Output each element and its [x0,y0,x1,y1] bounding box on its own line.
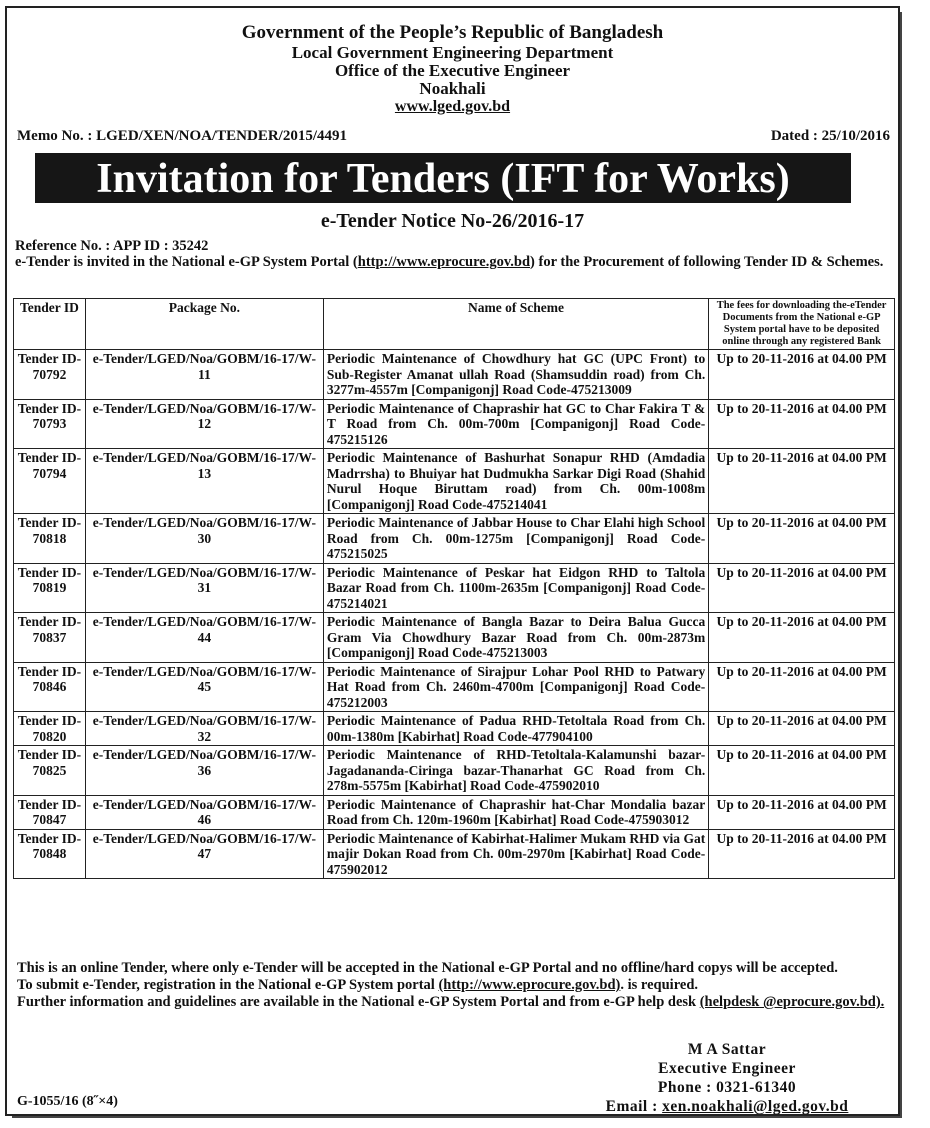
header-package: Package No. [85,299,323,350]
notice-number: e-Tender Notice No-26/2016-17 [320,210,585,232]
registration-note: To submit e-Tender, registration in the National e-GP System portal (http://www.eprocure.gov.bd). is required. [17,977,699,993]
package-cell: e-Tender/LGED/Noa/GOBM/16-17/W-44 [85,613,323,663]
reference-block [15,238,892,270]
table-row [14,399,895,449]
table-row [14,712,895,746]
deadline-cell: Up to 20-11-2016 at 04.00 PM [709,829,895,879]
website-link[interactable]: www.lged.gov.bd [394,98,511,115]
letterhead [7,22,898,116]
signature-block [567,1040,887,1116]
tender-id-cell: Tender ID-70794 [14,449,86,514]
package-cell: e-Tender/LGED/Noa/GOBM/16-17/W-12 [85,399,323,449]
deadline-cell: Up to 20-11-2016 at 04.00 PM [709,514,895,564]
office-name: Office of the Executive Engineer [334,61,571,80]
scheme-cell: Periodic Maintenance of Sirajpur Lohar Pool RHD to Patwary Hat Road from Ch. 2460m-4700m [Companigonj] Road Code-475212003 [323,662,708,712]
package-cell: e-Tender/LGED/Noa/GOBM/16-17/W-11 [85,350,323,400]
table-row [14,350,895,400]
table-row [14,563,895,613]
district-name: Noakhali [419,79,486,98]
memo-line [17,128,890,145]
table-row [14,449,895,514]
gazette-code: G-1055/16 (8˝×4) [17,1094,118,1109]
tender-id-cell: Tender ID-70793 [14,399,86,449]
signatory-email-line: Email : xen.noakhali@lged.gov.bd [605,1098,849,1115]
online-only-note: This is an online Tender, where only e-Tender will be accepted in the National e-GP Portal and no offline/hard copys will be accepted. [17,960,838,976]
package-cell: e-Tender/LGED/Noa/GOBM/16-17/W-30 [85,514,323,564]
govt-title: Government of the People’s Republic of Bangladesh [241,22,664,43]
memo-date: Dated : 25/10/2016 [770,128,890,144]
deadline-cell: Up to 20-11-2016 at 04.00 PM [709,563,895,613]
scheme-cell: Periodic Maintenance of RHD-Tetoltala-Kalamunshi bazar-Jagadananda-Ciringa bazar-Thanarhat GC Road from Ch. 278m-5575m [Kabirhat] Road Code-475902010 [323,746,708,796]
notice-banner: Invitation for Tenders (IFT for Works) [35,153,851,203]
portal-link[interactable]: http://www.eprocure.gov.bd [357,254,531,270]
scheme-cell: Periodic Maintenance of Chaprashir hat GC to Char Fakira T & T Road from Ch. 00m-700m [Companigonj] Road Code-475215126 [323,399,708,449]
package-cell: e-Tender/LGED/Noa/GOBM/16-17/W-13 [85,449,323,514]
package-cell: e-Tender/LGED/Noa/GOBM/16-17/W-32 [85,712,323,746]
tender-id-cell: Tender ID-70847 [14,795,86,829]
reference-number: Reference No. : APP ID : 35242 [15,238,209,254]
portal-link-footer[interactable]: (http://www.eprocure.gov.bd) [438,977,621,993]
department-name: Local Government Engineering Department [291,43,614,62]
package-cell: e-Tender/LGED/Noa/GOBM/16-17/W-45 [85,662,323,712]
footer-notes [17,960,890,1011]
deadline-cell: Up to 20-11-2016 at 04.00 PM [709,662,895,712]
deadline-cell: Up to 20-11-2016 at 04.00 PM [709,613,895,663]
scheme-cell: Periodic Maintenance of Chaprashir hat-Char Mondalia bazar Road from Ch. 120m-1960m [Kabirhat] Road Code-475903012 [323,795,708,829]
table-row [14,829,895,879]
scheme-cell: Periodic Maintenance of Jabbar House to Char Elahi high School Road from Ch. 00m-1275m [Companigonj] Road Code-475215025 [323,514,708,564]
tender-id-cell: Tender ID-70848 [14,829,86,879]
signatory-phone: Phone : 0321-61340 [657,1079,797,1096]
tender-notice-page [5,6,900,1116]
scheme-cell: Periodic Maintenance of Bashurhat Sonapur RHD (Amdadia Madrrsha) to Bhuiyar hat Dudmukha Sarkar Digi Road (Shahid Nurul Hoque Biruttam road) from Ch. 00m-1008m [Companigonj] Road Code-475214041 [323,449,708,514]
signatory-title: Executive Engineer [658,1060,796,1077]
tender-table [13,298,895,879]
tender-id-cell: Tender ID-70837 [14,613,86,663]
deadline-cell: Up to 20-11-2016 at 04.00 PM [709,795,895,829]
scheme-cell: Periodic Maintenance of Padua RHD-Tetoltala Road from Ch. 00m-1380m [Kabirhat] Road Code-477904100 [323,712,708,746]
table-row [14,514,895,564]
scheme-cell: Periodic Maintenance of Chowdhury hat GC (UPC Front) to Sub-Register Amanat ullah Road (Shamsuddin road) from Ch. 3277m-4557m [Companigonj] Road Code-475213009 [323,350,708,400]
deadline-cell: Up to 20-11-2016 at 04.00 PM [709,399,895,449]
table-row [14,746,895,796]
tender-id-cell: Tender ID-70792 [14,350,86,400]
package-cell: e-Tender/LGED/Noa/GOBM/16-17/W-46 [85,795,323,829]
deadline-cell: Up to 20-11-2016 at 04.00 PM [709,449,895,514]
deadline-cell: Up to 20-11-2016 at 04.00 PM [709,350,895,400]
memo-number: Memo No. : LGED/XEN/NOA/TENDER/2015/4491 [17,128,347,144]
table-row [14,613,895,663]
table-header-row [14,299,895,350]
table-row [14,795,895,829]
helpdesk-email-link[interactable]: (helpdesk @eprocure.gov.bd). [699,994,885,1010]
signatory-name: M A Sattar [687,1041,767,1058]
table-row [14,662,895,712]
header-scheme: Name of Scheme [323,299,708,350]
deadline-cell: Up to 20-11-2016 at 04.00 PM [709,712,895,746]
signatory-email-link[interactable]: xen.noakhali@lged.gov.bd [662,1098,849,1115]
tender-id-cell: Tender ID-70818 [14,514,86,564]
scheme-cell: Periodic Maintenance of Bangla Bazar to Deira Balua Gucca Gram Via Chowdhury Bazar Road from Ch. 00m-2873m [Companigonj] Road Code-475213003 [323,613,708,663]
tender-id-cell: Tender ID-70825 [14,746,86,796]
invitation-text: e-Tender is invited in the National e-GP System Portal (http://www.eprocure.gov.bd) for the Procurement of following Tender ID & Schemes. [15,254,884,270]
tender-id-cell: Tender ID-70820 [14,712,86,746]
scheme-cell: Periodic Maintenance of Peskar hat Eidgon RHD to Taltola Bazar Road from Ch. 1100m-2635m [Companigonj] Road Code-475214021 [323,563,708,613]
package-cell: e-Tender/LGED/Noa/GOBM/16-17/W-31 [85,563,323,613]
helpdesk-note: Further information and guidelines are available in the National e-GP System Portal and from e-GP help desk (helpdesk @eprocure.gov.bd). [17,994,885,1010]
tender-id-cell: Tender ID-70846 [14,662,86,712]
tender-id-cell: Tender ID-70819 [14,563,86,613]
deadline-cell: Up to 20-11-2016 at 04.00 PM [709,746,895,796]
header-tender-id: Tender ID [14,299,86,350]
header-fee: The fees for downloading the-eTender Documents from the National e-GP System portal have to be deposited online through any registered Bank [709,299,895,350]
package-cell: e-Tender/LGED/Noa/GOBM/16-17/W-47 [85,829,323,879]
package-cell: e-Tender/LGED/Noa/GOBM/16-17/W-36 [85,746,323,796]
scheme-cell: Periodic Maintenance of Kabirhat-Halimer Mukam RHD via Gat majir Dokan Road from Ch. 00m-2970m [Kabirhat] Road Code-475902012 [323,829,708,879]
